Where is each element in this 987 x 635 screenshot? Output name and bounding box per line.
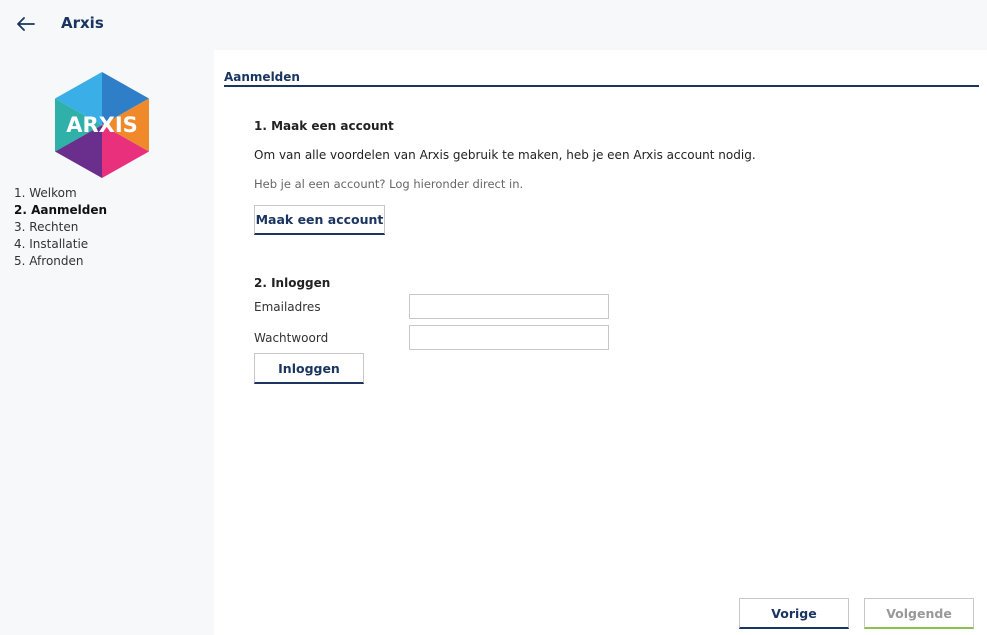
login-hint-text: Heb je al een account? Log hieronder direct in. [254, 177, 524, 191]
previous-button[interactable]: Vorige [739, 598, 849, 629]
next-button[interactable]: Volgende [864, 598, 974, 629]
password-label: Wachtwoord [254, 331, 329, 345]
arxis-logo [55, 72, 149, 178]
step-list [14, 185, 107, 270]
create-account-text: Om van alle voordelen van Arxis gebruik te maken, heb je een Arxis account nodig. [254, 148, 756, 162]
app-title: Arxis [61, 14, 104, 32]
title-bar [0, 0, 987, 50]
step-aanmelden: 2. Aanmelden [14, 203, 108, 217]
page-title: Aanmelden [224, 70, 300, 84]
step-afronden: 5. Afronden [14, 254, 84, 268]
svg-text:ARXIS: ARXIS [66, 113, 138, 137]
login-title: 2. Inloggen [254, 276, 331, 290]
password-field[interactable] [409, 325, 609, 350]
page-header [224, 66, 979, 87]
back-button[interactable] [14, 12, 38, 36]
email-field[interactable] [409, 294, 609, 319]
step-welkom: 1. Welkom [14, 186, 77, 200]
main-panel [214, 50, 987, 635]
step-installatie: 4. Installatie [14, 237, 89, 251]
login-button[interactable]: Inloggen [254, 353, 364, 384]
arrow-left-icon [17, 17, 35, 31]
create-account-button[interactable]: Maak een account [254, 205, 385, 235]
email-label: Emailadres [254, 300, 321, 314]
sidebar [0, 50, 214, 635]
step-rechten: 3. Rechten [14, 220, 79, 234]
create-account-title: 1. Maak een account [254, 119, 394, 133]
